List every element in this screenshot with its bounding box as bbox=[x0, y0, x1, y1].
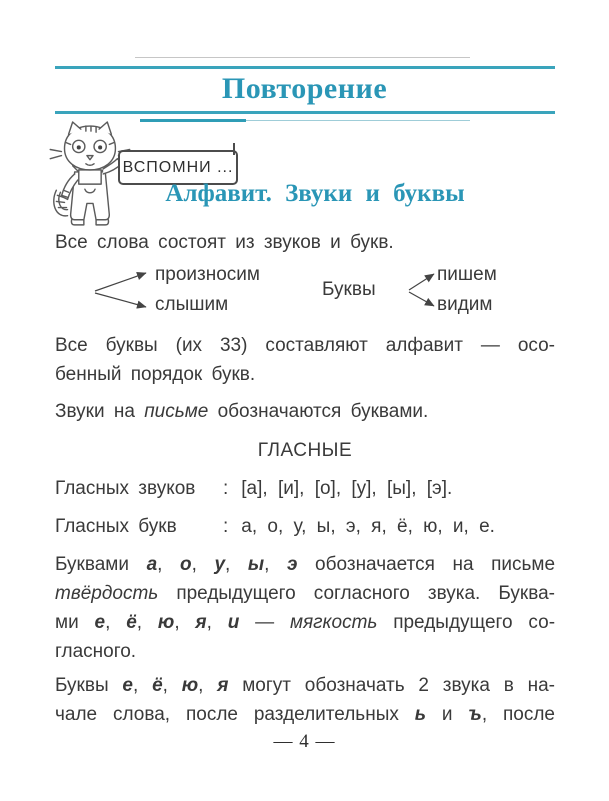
sounds-letters-diagram bbox=[55, 261, 555, 319]
paragraph-line: твёрдость предыдущего согласного звука. Буква- bbox=[55, 583, 555, 604]
reminder-label: ВСПОМНИ ... bbox=[122, 158, 234, 176]
vowel-sounds-row bbox=[55, 474, 555, 503]
header-rule-top bbox=[55, 66, 555, 69]
sounds-written-paragraph: Звуки на письме обозначаются буквами. bbox=[55, 401, 429, 422]
letters-fork-arrows bbox=[407, 268, 441, 310]
diagram-label-hear: слышим bbox=[155, 294, 229, 315]
header-rule-bottom bbox=[55, 111, 555, 114]
reminder-sign-fold bbox=[233, 143, 235, 155]
two-sounds-paragraph bbox=[55, 671, 555, 729]
diagram-label-see: видим bbox=[437, 294, 493, 315]
hard-soft-paragraph bbox=[55, 550, 555, 666]
page-title: Повторение bbox=[221, 72, 388, 105]
page-number: — 4 — bbox=[273, 731, 336, 752]
header-subrule-thick bbox=[140, 119, 246, 122]
vowel-row-value: а, о, у, ы, э, я, ё, ю, и, е. bbox=[241, 516, 495, 537]
vowel-row-colon: : bbox=[223, 478, 229, 499]
paragraph-line: ми е, ё, ю, я, и — мягкость предыдущего со- bbox=[55, 612, 556, 633]
vowel-row-value: [а], [и], [о], [у], [ы], [э]. bbox=[241, 478, 453, 499]
diagram-label-letters: Буквы bbox=[322, 279, 376, 300]
diagram-label-write: пишем bbox=[437, 264, 497, 285]
section-heading: Алфавит. Звуки и буквы bbox=[165, 180, 465, 207]
vowel-row-label: Гласных букв bbox=[55, 516, 177, 537]
paragraph-line: Буквами а, о, у, ы, э обозначается на письме bbox=[55, 554, 556, 575]
diagram-label-pronounce: произносим bbox=[155, 264, 260, 285]
alphabet-paragraph bbox=[55, 331, 555, 389]
vowel-row-colon: : bbox=[223, 516, 229, 537]
paragraph-line: Все буквы (их 33) составляют алфавит — осо- bbox=[55, 335, 555, 356]
paragraph-line: гласного. bbox=[55, 641, 137, 662]
sounds-fork-arrows bbox=[93, 268, 155, 312]
vowel-letters-row bbox=[55, 512, 555, 541]
paragraph-line: бенный порядок букв. bbox=[55, 364, 256, 385]
vowels-heading: ГЛАСНЫЕ bbox=[257, 440, 353, 461]
intro-paragraph: Все слова состоят из звуков и букв. bbox=[55, 232, 394, 253]
vowel-row-label: Гласных звуков bbox=[55, 478, 196, 499]
top-thin-rule bbox=[135, 57, 470, 58]
paragraph-line: Буквы е, ё, ю, я могут обозначать 2 звука в на- bbox=[55, 675, 555, 696]
header-subrule-thin bbox=[246, 120, 470, 121]
paragraph-line: чале слова, после разделительных ь и ъ, после bbox=[55, 704, 555, 725]
page-body bbox=[55, 228, 555, 729]
